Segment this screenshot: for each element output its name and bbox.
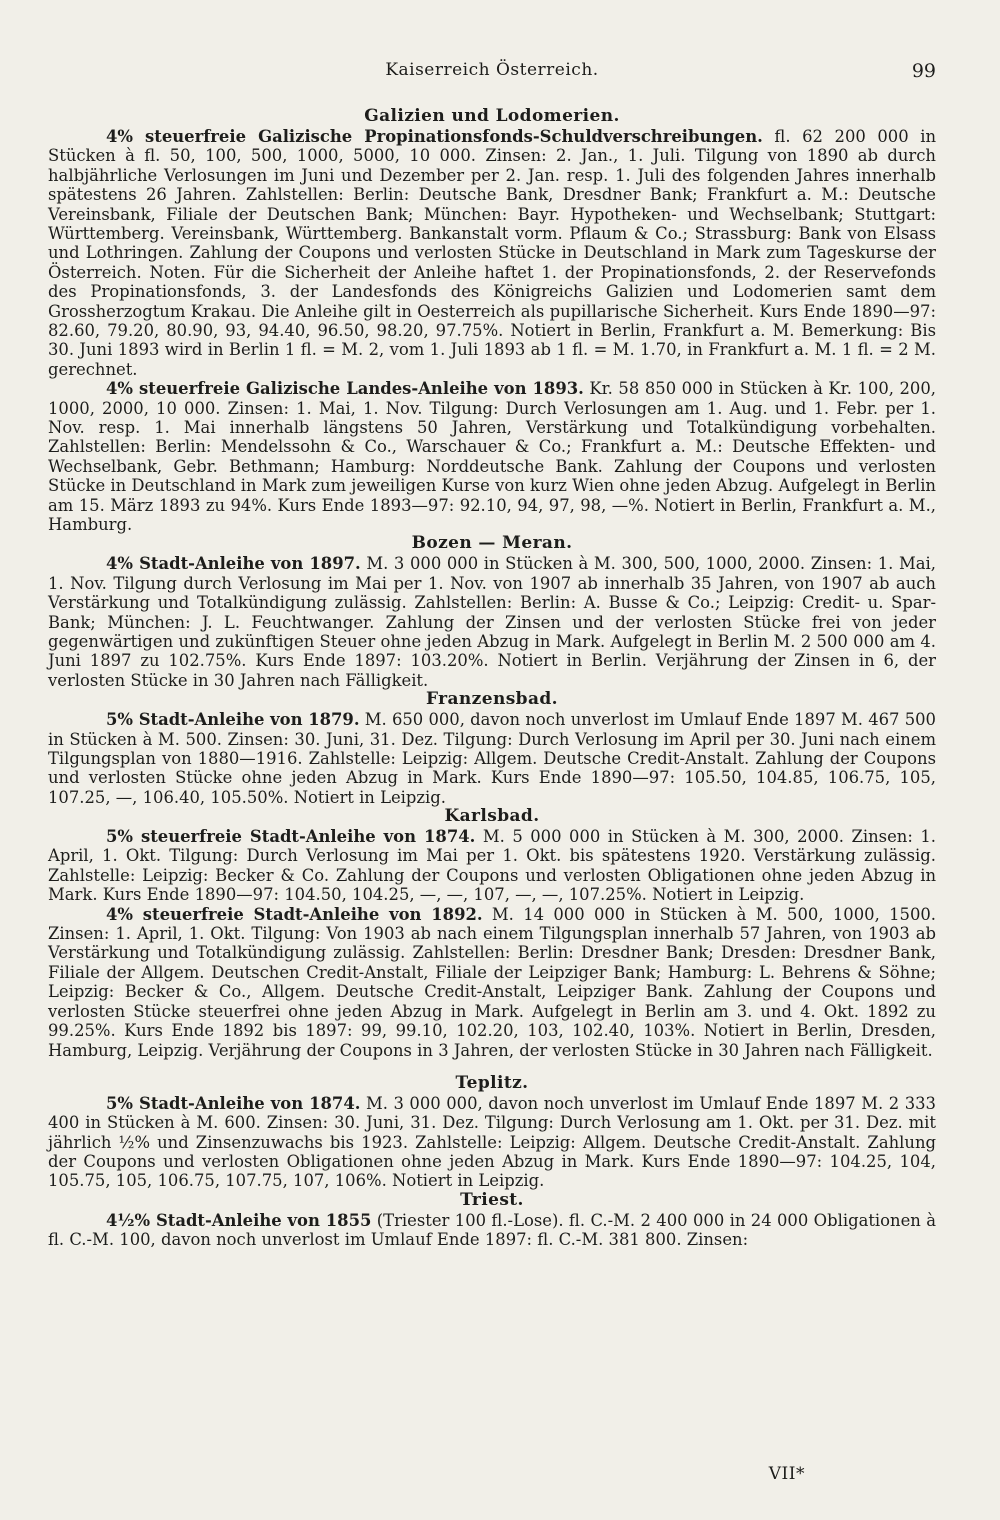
- section-title: Galizien und Lodomerien.: [364, 106, 620, 126]
- bond-entry: [48, 710, 936, 807]
- bond-entry: [48, 554, 936, 690]
- bond-entry: [48, 827, 936, 905]
- bond-heading: 4½% Stadt-Anleihe von 1855: [106, 1210, 372, 1230]
- bond-text: M. 3 000 000 in Stücken à M. 300, 500, 1000, 2000. Zinsen: 1. Mai, 1. Nov. Tilgung durch Verlosung im Mai per 1. Nov. von 1907 ab innerhalb 35 Jahren, von 1907 ab auch Verstärkung und Totalkündigung zulässig. Zahlstellen: Berlin: A. Busse & Co.; Leipzig: Credit- u. Spar-Bank; München: J. L. Feuchtwanger. Zahlung der Zinsen und der verlosten Stücke frei von jeder gegenwärtigen und zukünftigen Steuer ohne jeden Abzug in Mark. Aufgelegt in Berlin M. 2 500 000 am 4. Juni 1897 zu 102.75%. Kurs Ende 1897: 103.20%. Notiert in Berlin. Verjährung der Zinsen in 6, der verlosten Stücke in 30 Jahren nach Fälligkeit.: [48, 554, 936, 690]
- bond-text: M. 3 000 000, davon noch unverlost im Umlauf Ende 1897 M. 2 333 400 in Stücken à M. 600. Zinsen: 30. Juni, 31. Dez. Tilgung: Durch Verlosung am 1. Okt. per 31. Dez. mit jährlich ½% und Zinsenzuwachs bis 1923. Zahlstelle: Leipzig: Allgem. Deutsche Credit-Anstalt. Zahlung der Coupons und verlosten Obligationen ohne jeden Abzug in Mark. Kurs Ende 1890—97: 104.25, 104, 105.75, 105, 106.75, 107.75, 107, 106%. Notiert in Leipzig.: [48, 1093, 936, 1191]
- section-title: Karlsbad.: [444, 806, 540, 827]
- running-head: [48, 60, 936, 88]
- section-triest: [48, 1191, 936, 1250]
- section-title: Teplitz.: [455, 1072, 529, 1093]
- bond-entry: [48, 127, 936, 379]
- section-galizien: [48, 107, 936, 534]
- section-karlsbad: [48, 807, 936, 1060]
- bond-entry: [48, 379, 936, 534]
- bond-heading: 4% steuerfreie Stadt-Anleihe von 1892.: [106, 904, 483, 924]
- section-gap: [48, 1060, 936, 1074]
- section-teplitz: [48, 1074, 936, 1191]
- bond-text: M. 650 000, davon noch unverlost im Umlauf Ende 1897 M. 467 500 in Stücken à M. 500. Zinsen: 30. Juni, 31. Dez. Tilgung: Durch Verlosung im April per 30. Juni nach einem Tilgungsplan von 1880—1916. Zahlstelle: Leipzig: Allgem. Deutsche Credit-Anstalt. Zahlung der Coupons und verlosten Stücke ohne jeden Abzug in Mark. Kurs Ende 1890—97: 105.50, 104.85, 106.75, 105, 107.25, —, 106.40, 105.50%. Notiert in Leipzig.: [48, 710, 936, 807]
- bond-heading: 5% Stadt-Anleihe von 1879.: [106, 710, 360, 730]
- page-content: [48, 107, 936, 1250]
- section-franzensbad: [48, 690, 936, 807]
- bond-text: M. 5 000 000 in Stücken à M. 300, 2000. Zinsen: 1. April, 1. Okt. Tilgung: Durch Verlosung im Mai per 1. Okt. bis spätestens 1920. Verstärkung zulässig. Zahlstelle: Leipzig: Becker & Co. Zahlung der Coupons und verlosten Obligationen ohne jeden Abzug in Mark. Kurs Ende 1890—97: 104.50, 104.25, —, —, 107, —, —, 107.25%. Notiert in Leipzig.: [48, 827, 937, 905]
- bond-heading: 4% steuerfreie Galizische Landes-Anleihe von 1893.: [106, 379, 584, 399]
- bond-heading: 5% steuerfreie Stadt-Anleihe von 1874.: [106, 827, 476, 847]
- bond-entry: [48, 905, 936, 1060]
- bond-text: fl. 62 200 000 in Stücken à fl. 50, 100, 500, 1000, 5000, 10 000. Zinsen: 2. Jan., 1. Juli. Tilgung von 1890 ab durch halbjährliche Verlosungen im Juni und Dezember per 2. Jan. resp. 1. Juli des folgenden Jahres innerhalb spätestens 26 Jahren. Zahlstellen: Berlin: Deutsche Bank, Dresdner Bank; Frankfurt a. M.: Deutsche Vereinsbank, Filiale der Deutschen Bank; München: Bayr. Hypotheken- und Wechselbank; Stuttgart: Württemberg. Vereinsbank, Württemberg. Bankanstalt vorm. Pflaum & Co.; Strassburg: Bank von Elsass und Lothringen. Zahlung der Coupons und verlosten Stücke in Deutschland in Mark zum Tageskurse der Österreich. Noten. Für die Sicherheit der Anleihe haftet 1. der Propinationsfonds, 2. der Reservefonds des Propinationsfonds, 3. der Landesfonds des Königreichs Galizien und Lodomerien samt dem Grossherzogtum Krakau. Die Anleihe gilt in Oesterreich als pupillarische Sicherheit. Kurs Ende 1890—97: 82.60, 79.20, 80.90, 93, 94.40, 96.50, 98.20, 97.75%. Notiert in Berlin, Frankfurt a. M. Bemerkung: Bis 30. Juni 1893 wird in Berlin 1 fl. = M. 2, vom 1. Juli 1893 ab 1 fl. = M. 1.70, in Frankfurt a. M. 1 fl. = 2 M. gerechnet.: [48, 126, 937, 379]
- bond-heading: 4% Stadt-Anleihe von 1897.: [106, 554, 361, 574]
- bond-entry: [48, 1094, 936, 1191]
- bond-text: Kr. 58 850 000 in Stücken à Kr. 100, 200, 1000, 2000, 10 000. Zinsen: 1. Mai, 1. Nov. Tilgung: Durch Verlosungen am 1. Aug. und 1. Febr. per 1. Nov. resp. 1. Mai innerhalb längstens 50 Jahren, Verstärkung und Totalkündigung vorbehalten. Zahlstellen: Berlin: Mendelssohn & Co., Warschauer & Co.; Frankfurt a. M.: Deutsche Effekten- und Wechselbank, Gebr. Bethmann; Hamburg: Norddeutsche Bank. Zahlung der Coupons und verlosten Stücke in Deutschland in Mark zum jeweiligen Kurse von kurz Wien ohne jeden Abzug. Aufgelegt in Berlin am 15. März 1893 zu 94%. Kurs Ende 1893—97: 92.10, 94, 97, 98, —%. Notiert in Berlin, Frankfurt a. M., Hamburg.: [48, 379, 936, 535]
- section-title: Bozen — Meran.: [411, 533, 573, 554]
- bond-heading: 4% steuerfreie Galizische Propinationsfonds-Schuldverschreibungen.: [106, 126, 763, 146]
- page-number: 99: [911, 60, 936, 82]
- section-bozen-meran: [48, 534, 936, 690]
- bond-heading: 5% Stadt-Anleihe von 1874.: [106, 1093, 361, 1113]
- section-title: Triest.: [460, 1189, 524, 1210]
- running-title: Kaiserreich Österreich.: [385, 60, 599, 80]
- signature-mark: VII*: [768, 1464, 805, 1484]
- section-title: Franzensbad.: [425, 689, 558, 710]
- bond-text: (Triester 100 fl.-Lose). fl. C.-M. 2 400 000 in 24 000 Obligationen à fl. C.-M. 100, davon noch unverlost im Umlauf Ende 1897: fl. C.-M. 381 800. Zinsen:: [48, 1210, 936, 1250]
- bond-text: M. 14 000 000 in Stücken à M. 500, 1000, 1500. Zinsen: 1. April, 1. Okt. Tilgung: Von 1903 ab nach einem Tilgungsplan innerhalb 57 Jahren, von 1903 ab Verstärkung und Totalkündigung zulässig. Zahlstellen: Berlin: Dresdner Bank; Dresden: Dresdner Bank, Filiale der Allgem. Deutschen Credit-Anstalt, Filiale der Leipziger Bank; Hamburg: L. Behrens & Söhne; Leipzig: Becker & Co., Allgem. Deutsche Credit-Anstalt, Leipziger Bank. Zahlung der Coupons und verlosten Stücke steuerfrei ohne jeden Abzug in Mark. Aufgelegt in Berlin am 3. und 4. Okt. 1892 zu 99.25%. Kurs Ende 1892 bis 1897: 99, 99.10, 102.20, 103, 102.40, 103%. Notiert in Berlin, Dresden, Hamburg, Leipzig. Verjährung der Coupons in 3 Jahren, der verlosten Stücke in 30 Jahren nach Fälligkeit.: [48, 904, 937, 1060]
- bond-entry: [48, 1211, 936, 1250]
